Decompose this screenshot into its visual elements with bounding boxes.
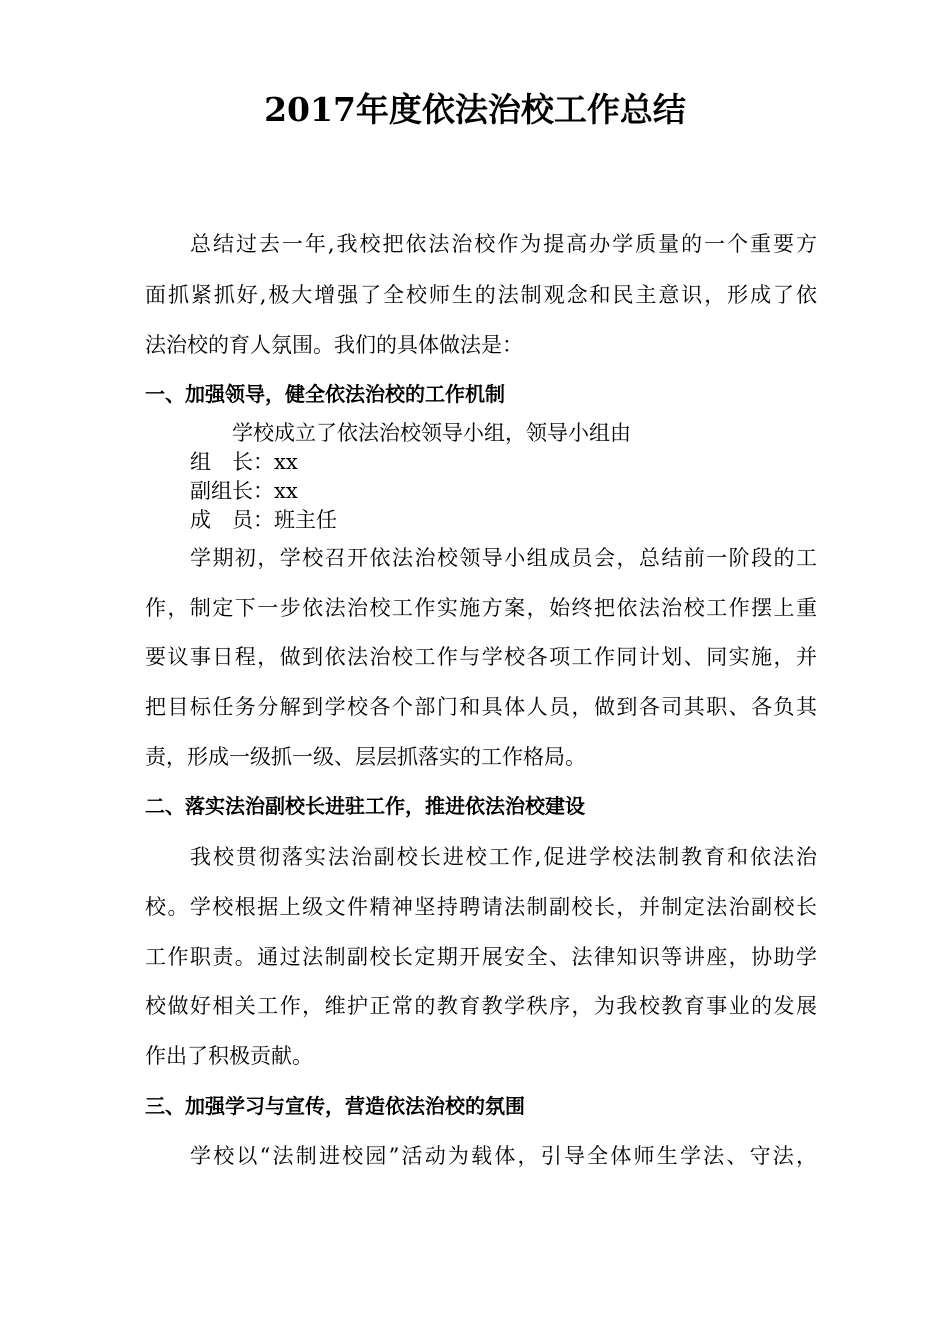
section1-group-intro: 学校成立了依法治校领导小组，领导小组由 xyxy=(232,421,631,445)
section1-body-line-2: 作，制定下一步依法治校工作实施方案，始终把依法治校工作摆上重 xyxy=(145,596,817,620)
section2-body-line-4: 校做好相关工作，维护正常的教育教学秩序，为我校教育事业的发展 xyxy=(145,994,817,1018)
section1-body-line-5: 责，形成一级抓一级、层层抓落实的工作格局。 xyxy=(145,745,586,769)
section1-body-line-4: 把目标任务分解到学校各个部门和具体人员，做到各司其职、各负其 xyxy=(145,695,817,719)
section2-body-line-2: 校。学校根据上级文件精神坚持聘请法制副校长，并制定法治副校长 xyxy=(145,895,817,919)
section1-heading: 一、加强领导，健全依法治校的工作机制 xyxy=(145,382,505,406)
section2-body-line-5: 作出了积极贡献。 xyxy=(145,1044,313,1068)
section1-body-line-1: 学期初，学校召开依法治校领导小组成员会，总结前一阶段的工 xyxy=(190,546,817,570)
section1-body-line-3: 要议事日程，做到依法治校工作与学校各项工作同计划、同实施，并 xyxy=(145,645,817,669)
section2-body-line-3: 工作职责。通过法制副校长定期开展安全、法律知识等讲座，协助学 xyxy=(145,945,817,969)
section1-leader: 组 长：xx xyxy=(190,450,298,474)
intro-line-2: 面抓紧抓好,极大增强了全校师生的法制观念和民主意识，形成了依 xyxy=(145,283,817,307)
section2-heading: 二、落实法治副校长进驻工作，推进依法治校建设 xyxy=(145,794,585,818)
section3-heading: 三、加强学习与宣传，营造依法治校的氛围 xyxy=(145,1094,525,1118)
section1-members: 成 员：班主任 xyxy=(190,508,337,532)
section3-body-line-1: 学校以“法制进校园”活动为载体，引导全体师生学法、守法， xyxy=(190,1144,817,1168)
intro-line-1: 总结过去一年,我校把依法治校作为提高办学质量的一个重要方 xyxy=(190,232,817,256)
section1-deputy: 副组长：xx xyxy=(190,479,298,503)
section2-body-line-1: 我校贯彻落实法治副校长进校工作,促进学校法制教育和依法治 xyxy=(190,845,817,869)
intro-line-3: 法治校的育人氛围。我们的具体做法是： xyxy=(145,333,523,357)
document-title: 2017年度依法治校工作总结 xyxy=(264,90,686,129)
